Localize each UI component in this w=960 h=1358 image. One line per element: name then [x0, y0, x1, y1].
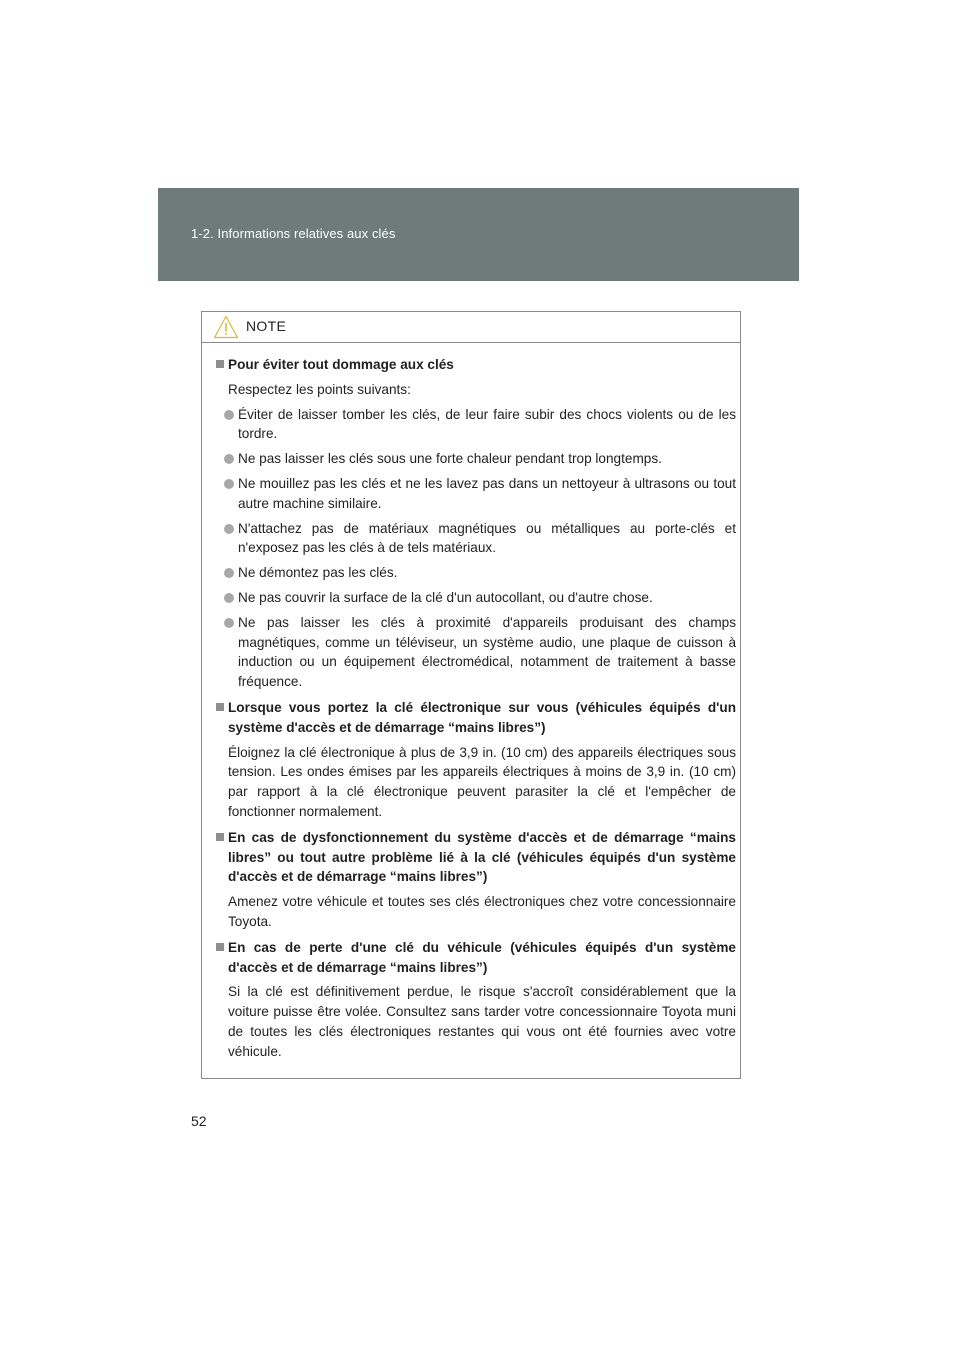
section-heading: En cas de perte d'une clé du véhicule (véhicules équipés d'un système d'accès et de démarrage “mains libres”) — [216, 938, 736, 978]
circle-bullet-icon — [224, 593, 234, 603]
bullet-item: Ne pas laisser les clés sous une forte chaleur pendant trop longtemps. — [216, 449, 736, 469]
section-text: Amenez votre véhicule et toutes ses clés électroniques chez votre concessionnaire Toyota. — [228, 894, 736, 929]
circle-bullet-icon — [224, 618, 234, 628]
note-body — [216, 355, 736, 1062]
note-box — [201, 311, 741, 1079]
square-bullet-icon — [216, 360, 224, 368]
circle-bullet-icon — [224, 568, 234, 578]
square-bullet-icon — [216, 943, 224, 951]
section-text: Éloignez la clé électronique à plus de 3,9 in. (10 cm) des appareils électriques sous tension. Les ondes émises par les appareils électriques à moins de 3,9 in. (10 cm) par rapport à la clé électronique peuvent parasiter la clé et l'empêcher de fonctionner normalement. — [228, 744, 736, 819]
square-bullet-icon — [216, 833, 224, 841]
bullet-item: Éviter de laisser tomber les clés, de leur faire subir des chocs violents ou de les tordre. — [216, 405, 736, 445]
circle-bullet-icon — [224, 410, 234, 420]
page-number: 52 — [191, 1113, 207, 1129]
bullet-item: Ne pas couvrir la surface de la clé d'un autocollant, ou d'autre chose. — [216, 588, 736, 608]
warning-triangle-icon — [213, 315, 239, 339]
section-heading: En cas de dysfonctionnement du système d'accès et de démarrage “mains libres” ou tout autre problème lié à la clé (véhicules équipés d'un système d'accès et de démarrage “mains libres”) — [216, 828, 736, 887]
section-title: 1-2. Informations relatives aux clés — [191, 226, 396, 241]
square-bullet-icon — [216, 703, 224, 711]
circle-bullet-icon — [224, 479, 234, 489]
circle-bullet-icon — [224, 454, 234, 464]
bullet-item: N'attachez pas de matériaux magnétiques ou métalliques au porte-clés et n'exposez pas les clés à de tels matériaux. — [216, 519, 736, 559]
note-header — [202, 312, 740, 343]
section-heading: Lorsque vous portez la clé électronique sur vous (véhicules équipés d'un système d'accès et de démarrage “mains libres”) — [216, 698, 736, 738]
circle-bullet-icon — [224, 524, 234, 534]
bullet-item: Ne pas laisser les clés à proximité d'appareils produisant des champs magnétiques, comme un téléviseur, un système audio, une plaque de cuisson à induction ou un équipement électromédical, notamment de traitement à basse fréquence. — [216, 613, 736, 692]
bullet-item: Ne démontez pas les clés. — [216, 563, 736, 583]
bullet-item: Ne mouillez pas les clés et ne les lavez pas dans un nettoyeur à ultrasons ou tout autre machine similaire. — [216, 474, 736, 514]
section-heading: Pour éviter tout dommage aux clés — [216, 355, 736, 375]
section-intro: Respectez les points suivants: — [228, 381, 411, 397]
section-text: Si la clé est définitivement perdue, le risque s'accroît considérablement que la voiture puisse être volée. Consultez sans tarder votre concessionnaire Toyota muni de toutes les clés électroniques restantes qui vous ont été fournies avec votre véhicule. — [228, 984, 736, 1059]
note-title: NOTE — [246, 318, 287, 334]
